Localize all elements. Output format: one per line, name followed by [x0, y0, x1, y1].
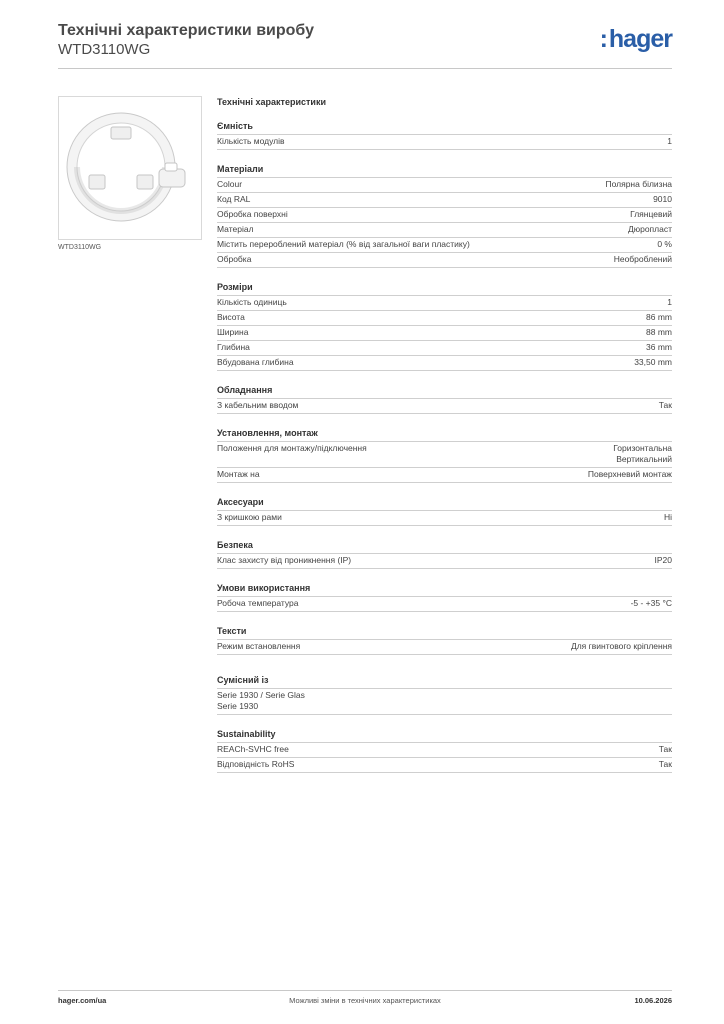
- specs-heading: Технічні характеристики: [217, 97, 326, 107]
- spec-row: [217, 193, 672, 208]
- spec-row: [217, 597, 672, 612]
- section-dimensions: [217, 281, 672, 371]
- spec-row: [217, 554, 672, 569]
- spec-value: Дюропласт: [627, 224, 672, 234]
- section-title: Сумісний із: [217, 674, 672, 689]
- spec-value: Так: [658, 759, 672, 769]
- section-title: Тексти: [217, 625, 672, 640]
- section-title: Ємність: [217, 120, 672, 135]
- spec-label: Ширина: [217, 327, 249, 337]
- spec-row: [217, 135, 672, 150]
- spec-label: Colour: [217, 179, 243, 189]
- section-title: Матеріали: [217, 163, 672, 178]
- product-image: [58, 96, 202, 240]
- spec-row: [217, 341, 672, 356]
- spec-value: Так: [658, 744, 672, 754]
- spec-row: [217, 442, 672, 468]
- spec-row: [217, 326, 672, 341]
- spec-value: 1: [667, 136, 672, 146]
- spec-label: Вбудована глибина: [217, 357, 294, 367]
- spec-value: Поверхневий монтаж: [587, 469, 672, 479]
- logo-text: hager: [608, 25, 672, 53]
- spec-row: [217, 356, 672, 371]
- spec-label: Положення для монтажу/підключення: [217, 443, 367, 453]
- spec-value: Необроблений: [613, 254, 672, 264]
- section-equipment: [217, 384, 672, 414]
- spec-label: Відповідність RoHS: [217, 759, 295, 769]
- hager-logo: :hager: [599, 25, 672, 53]
- spec-label: Клас захисту від проникнення (IP): [217, 555, 352, 565]
- section-accessories: [217, 496, 672, 526]
- spec-value: 0 %: [657, 239, 672, 249]
- spec-content: [217, 96, 672, 786]
- spec-label: Глибина: [217, 342, 250, 352]
- section-sustainability: [217, 728, 672, 773]
- surface-box-illustration: [59, 97, 201, 239]
- image-caption: WTD3110WG: [58, 244, 102, 251]
- spec-value: 86 mm: [646, 312, 672, 322]
- spec-row: [217, 223, 672, 238]
- spec-value: Горизонтальна Вертикальний: [613, 443, 672, 464]
- section-capacity: [217, 120, 672, 150]
- footer-divider: [58, 990, 672, 991]
- compatible-item: Serie 1930: [217, 701, 259, 711]
- spec-value: Для гвинтового кріплення: [570, 641, 672, 651]
- spec-row: [217, 640, 672, 655]
- spec-row: [217, 468, 672, 483]
- section-title: Sustainability: [217, 728, 672, 743]
- section-materials: [217, 163, 672, 268]
- section-title: Установлення, монтаж: [217, 427, 672, 442]
- section-title: Аксесуари: [217, 496, 672, 511]
- section-installation: [217, 427, 672, 483]
- spec-label: Монтаж на: [217, 469, 260, 479]
- section-title: Обладнання: [217, 384, 672, 399]
- section-texts: [217, 625, 672, 655]
- spec-row: [217, 511, 672, 526]
- spec-label: Обробка поверхні: [217, 209, 288, 219]
- footer-website-link[interactable]: hager.com/ua: [58, 996, 107, 1005]
- spec-label: REACh-SVHC free: [217, 744, 289, 754]
- spec-label: Обробка: [217, 254, 252, 264]
- product-code: WTD3110WG: [58, 41, 151, 58]
- spec-label: З кабельним вводом: [217, 400, 299, 410]
- section-safety: [217, 539, 672, 569]
- spec-label: Код RAL: [217, 194, 251, 204]
- spec-label: Матеріал: [217, 224, 254, 234]
- footer-date: 10.06.2026: [634, 996, 672, 1005]
- spec-value: 1: [667, 297, 672, 307]
- spec-row: [217, 253, 672, 268]
- page-header: [58, 21, 672, 69]
- spec-row: [217, 758, 672, 773]
- spec-value: Так: [658, 400, 672, 410]
- spec-value: Полярна білизна: [605, 179, 672, 189]
- spec-row: [217, 743, 672, 758]
- spec-value: 33,50 mm: [634, 357, 672, 367]
- section-compatible-with: [217, 674, 672, 715]
- spec-row: [217, 399, 672, 414]
- section-title: Розміри: [217, 281, 672, 296]
- spec-row: [217, 208, 672, 223]
- spec-label: Кількість модулів: [217, 136, 285, 146]
- spec-value: Ні: [663, 512, 672, 522]
- spec-value: 9010: [653, 194, 672, 204]
- spec-value: 36 mm: [646, 342, 672, 352]
- section-title: Умови використання: [217, 582, 672, 597]
- spec-value: 88 mm: [646, 327, 672, 337]
- spec-value: IP20: [654, 555, 672, 565]
- spec-row: [217, 311, 672, 326]
- spec-row: [217, 238, 672, 253]
- spec-label: Кількість одиниць: [217, 297, 287, 307]
- spec-value: -5 - +35 °C: [630, 598, 672, 608]
- spec-row: [217, 296, 672, 311]
- spec-label: З кришкою рами: [217, 512, 282, 522]
- spec-label: Режим встановлення: [217, 641, 301, 651]
- section-usage-conditions: [217, 582, 672, 612]
- spec-row: [217, 178, 672, 193]
- spec-label: Містить перероблений матеріал (% від загальної ваги пластику): [217, 239, 470, 249]
- spec-label: Висота: [217, 312, 245, 322]
- compatible-list: [217, 689, 672, 715]
- spec-label: Робоча температура: [217, 598, 299, 608]
- header-divider: [58, 68, 672, 69]
- compatible-item: Serie 1930 / Serie Glas: [217, 690, 305, 700]
- footer-disclaimer: Можливі зміни в технічних характеристиках: [289, 996, 441, 1005]
- section-title: Безпека: [217, 539, 672, 554]
- page-title: Технічні характеристики виробу: [58, 22, 314, 39]
- spec-value: Глянцевий: [630, 209, 672, 219]
